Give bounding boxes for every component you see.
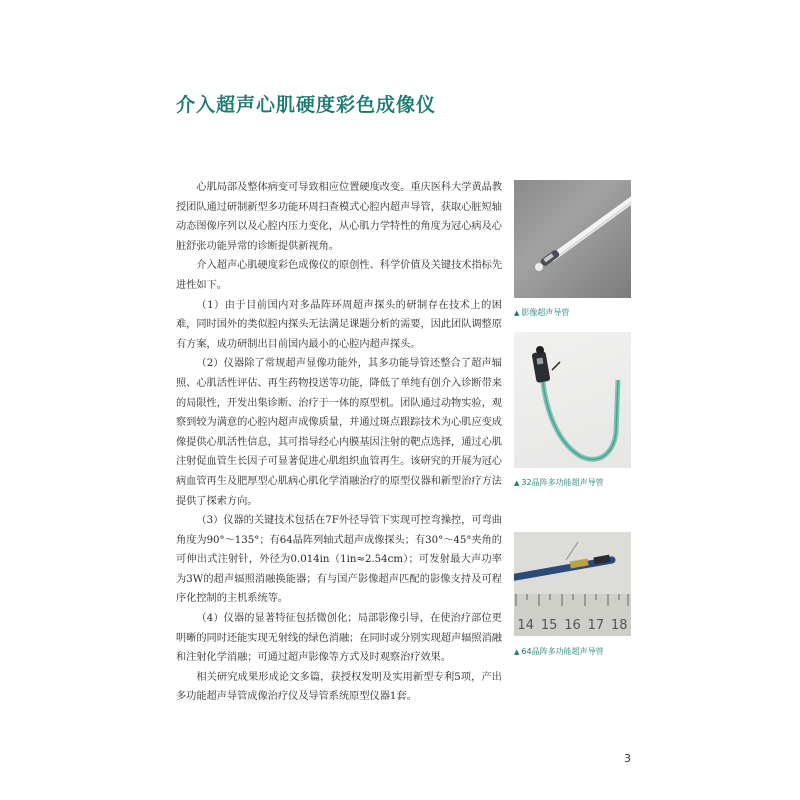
paragraph-point-3: （3）仪器的关键技术包括在7F外径导管下实现可控弯操控，可弯曲角度为90°～135°；有64晶阵列轴式超声成像探头；有30°～45°夹角的可伸出式注射针，外径为0.014in（1in≈2.54cm）；可发射最大声功率为3W的超声辐照消融换能器；有与国产影像超声匹配的影像支持及可程序化控制的主机系统等。 bbox=[176, 515, 502, 605]
paragraph-point-4: （4）仪器的显著特征包括微创化；局部影像引导，在使治疗部位更明晰的同时还能实现无射线的绿色消融；在同时或分别实现超声辐照消融和注射化学消融；可通过超声影像等方式及时观察治疗效果。 bbox=[176, 613, 502, 664]
page-number: 3 bbox=[624, 752, 631, 765]
ruler-scale bbox=[514, 614, 631, 636]
ruler-label: 14 bbox=[517, 617, 534, 633]
caption-64-element-catheter: ▲ 64晶阵多功能超声导管 bbox=[514, 647, 604, 656]
paragraph-point-1: （1）由于目前国内对多晶阵环周超声探头的研制存在技术上的困难，同时国外的类似腔内探头无法满足课题分析的需要，因此团队调整原有方案，成功研制出目前国内最小的心腔内超声探头。 bbox=[176, 299, 502, 350]
caption-imaging-catheter: ▲ 影像超声导管 bbox=[514, 308, 570, 317]
catheter-64-element-photo bbox=[514, 532, 631, 636]
article-body bbox=[176, 178, 502, 707]
paragraph-overview: 介入超声心肌硬度彩色成像仪的原创性、科学价值及关键技术指标先进性如下。 bbox=[176, 260, 503, 291]
caption-32-element-catheter: ▲ 32晶阵多功能超声导管 bbox=[514, 478, 604, 487]
paragraph-intro: 心肌局部及整体病变可导致相应位置硬度改变。重庆医科大学黄晶教授团队通过研制新型多功能环周扫查模式心腔内超声导管，获取心脏短轴动态图像序列以及心腔内压力变化，从心肌力学特性的角度为冠心病及心脏舒张功能异常的诊断提供新视角。 bbox=[176, 182, 503, 252]
triangle-icon: ▲ bbox=[514, 648, 520, 656]
triangle-icon: ▲ bbox=[514, 479, 520, 487]
paragraph-results: 相关研究成果形成论文多篇，获授权发明及实用新型专利5项，产出多功能超声导管成像治疗仪及导管系统原型仪器1套。 bbox=[176, 671, 502, 703]
triangle-icon: ▲ bbox=[514, 309, 520, 317]
paragraph-point-2: （2）仪器除了常规超声显像功能外，其多功能导管还整合了超声辐照、心肌活性评估、再生药物投送等功能，降低了单纯有创介入诊断带来的局限性，开发出集诊断、治疗于一体的原型机。团队通过动物实验，观察到较为满意的心腔内超声成像质量，并通过斑点跟踪技术为心肌应变成像提供心肌活性信息，其可指导经心内膜基因注射的靶点选择，通过心肌注射促血管生长因子可显著促进心肌组织血管再生。该研究的开展为冠心病血管再生及肥厚型心肌病心肌化学消融治疗的原型仪器和新型治疗方法提供了探索方向。 bbox=[176, 358, 502, 507]
ruler-label: 16 bbox=[564, 617, 581, 633]
ruler-label: 15 bbox=[540, 617, 558, 633]
imaging-catheter-photo bbox=[514, 180, 631, 298]
catheter-32-element-photo bbox=[514, 332, 631, 468]
page-title: 介入超声心肌硬度彩色成像仪 bbox=[176, 94, 437, 116]
ruler-label: 17 bbox=[587, 617, 605, 633]
ruler-label: 18 bbox=[610, 617, 628, 633]
